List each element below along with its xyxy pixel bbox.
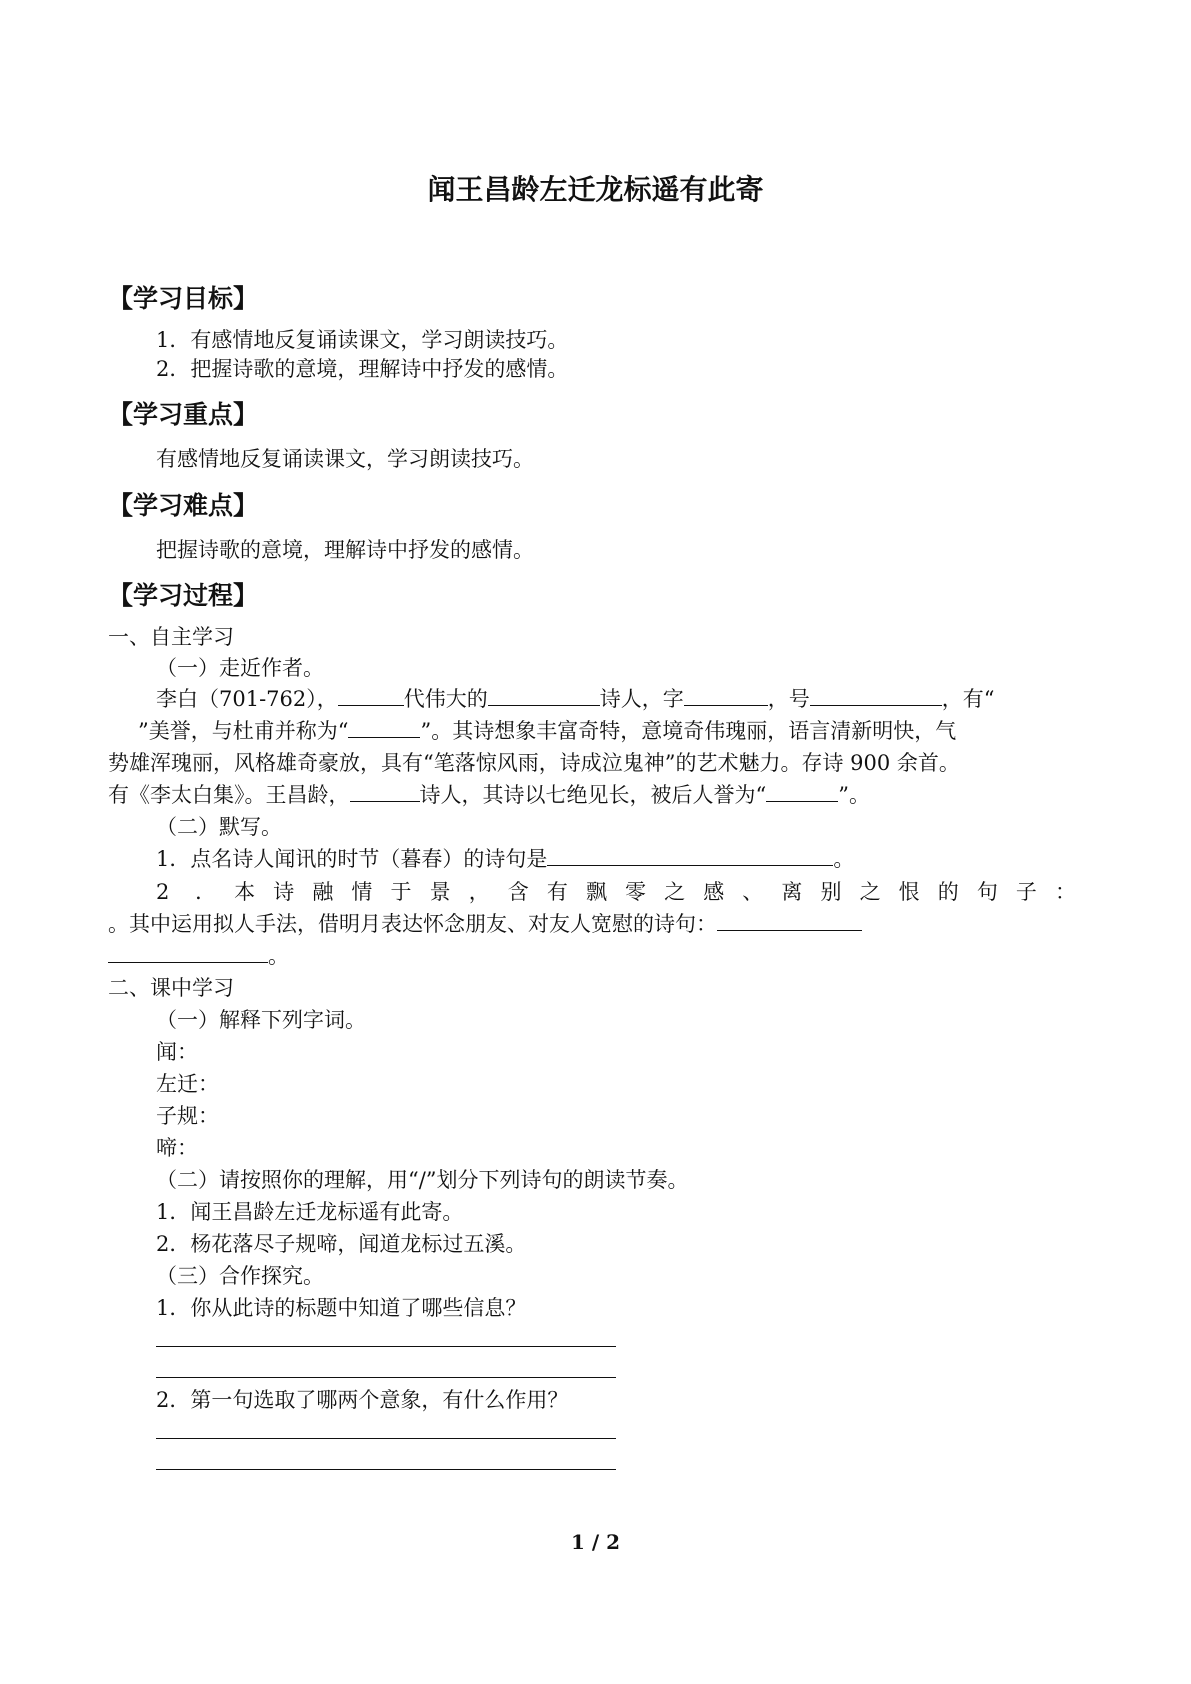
fill-blank[interactable] <box>348 717 420 738</box>
page-number: 1 / 2 <box>570 1530 621 1554</box>
question-char: 离 <box>781 880 803 904</box>
bio-line-3: 势雄浑瑰丽，风格雄奇豪放，具有“笔落惊风雨，诗成泣鬼神”的艺术魅力。存诗 900 余首。 <box>108 751 960 775</box>
dictation-q2-line2 <box>108 910 862 938</box>
bio-text: 诗人，字 <box>599 687 684 711</box>
question-char: 有 <box>546 880 568 904</box>
question-text: 1．点名诗人闻讯的时节（暮春）的诗句是 <box>156 847 548 871</box>
part1-sub2: （二）默写。 <box>156 815 282 839</box>
question-char: 之 <box>859 880 881 904</box>
question-char: ． <box>195 880 217 904</box>
question-char: 本 <box>234 880 256 904</box>
question-char: 别 <box>820 880 842 904</box>
question-text: 。 <box>833 847 855 871</box>
bio-line-4 <box>108 781 870 809</box>
fill-blank[interactable] <box>108 942 268 963</box>
question-char: 2 <box>156 880 170 904</box>
question-char: 零 <box>625 880 647 904</box>
part1-heading: 一、自主学习 <box>108 625 234 649</box>
question-char: ： <box>1055 880 1076 904</box>
part1-sub1: （一）走近作者。 <box>156 656 324 680</box>
bio-text: ”美誉，与杜甫并称为“ <box>138 719 349 743</box>
fill-blank[interactable] <box>338 685 404 706</box>
answer-line[interactable] <box>156 1438 616 1439</box>
section-heading-difficulty: 【学习难点】 <box>108 491 259 520</box>
word-item: 闻： <box>156 1040 198 1064</box>
bio-text: ，有“ <box>941 687 995 711</box>
bio-text: 代伟大的 <box>403 687 488 711</box>
bio-text: ”。 <box>838 783 870 807</box>
fill-blank[interactable] <box>717 910 862 931</box>
bio-line-2 <box>108 717 956 745</box>
explore-q1: 1．你从此诗的标题中知道了哪些信息？ <box>156 1296 527 1320</box>
question-text: 。 <box>268 944 289 968</box>
rhythm-line-2: 2．杨花落尽子规啼，闻道龙标过五溪。 <box>156 1232 527 1256</box>
question-char: 飘 <box>585 880 607 904</box>
fill-blank[interactable] <box>810 685 942 706</box>
explore-q2: 2．第一句选取了哪两个意象，有什么作用？ <box>156 1388 569 1412</box>
fill-blank[interactable] <box>350 781 420 802</box>
dictation-q2-line1 <box>156 878 1076 906</box>
question-char: 感 <box>703 880 725 904</box>
dictation-q1 <box>156 845 854 873</box>
word-item: 啼： <box>156 1136 198 1160</box>
section-heading-focus: 【学习重点】 <box>108 400 259 429</box>
question-char: 恨 <box>898 880 920 904</box>
fill-blank[interactable] <box>684 685 768 706</box>
bio-text: ，号 <box>767 687 810 711</box>
question-char: 子 <box>1015 880 1037 904</box>
question-text: 。其中运用拟人手法，借明月表达怀念朋友、对友人宽慰的诗句： <box>108 912 717 936</box>
bio-text: 有《李太白集》。王昌龄， <box>108 783 350 807</box>
word-item: 左迁： <box>156 1072 219 1096</box>
question-char: 句 <box>976 880 998 904</box>
answer-line[interactable] <box>156 1377 616 1378</box>
bio-text: 李白（701-762）， <box>156 687 338 711</box>
question-char: 之 <box>664 880 686 904</box>
question-char: 景 <box>429 880 451 904</box>
question-char: 于 <box>390 880 412 904</box>
part2-sub2: （二）请按照你的理解，用“/”划分下列诗句的朗读节奏。 <box>156 1168 689 1192</box>
bio-text: ”。其诗想象丰富奇特，意境奇伟瑰丽，语言清新明快，气 <box>420 719 957 743</box>
answer-line[interactable] <box>156 1346 616 1347</box>
document-title: 闻王昌龄左迁龙标遥有此寄 <box>427 173 764 206</box>
part2-heading: 二、课中学习 <box>108 976 234 1000</box>
question-char: 、 <box>742 880 764 904</box>
part2-sub3: （三）合作探究。 <box>156 1264 324 1288</box>
difficulty-text: 把握诗歌的意境，理解诗中抒发的感情。 <box>156 538 534 562</box>
question-char: 融 <box>312 880 334 904</box>
word-item: 子规： <box>156 1104 219 1128</box>
question-char: ， <box>468 880 490 904</box>
section-heading-goals: 【学习目标】 <box>108 284 259 313</box>
fill-blank[interactable] <box>547 845 833 866</box>
part2-sub1: （一）解释下列字词。 <box>156 1008 366 1032</box>
focus-text: 有感情地反复诵读课文，学习朗读技巧。 <box>156 447 534 471</box>
goal-item-1: 1．有感情地反复诵读课文，学习朗读技巧。 <box>156 328 569 352</box>
dictation-q2-line3 <box>108 942 289 970</box>
bio-text: 诗人，其诗以七绝见长，被后人誉为“ <box>419 783 767 807</box>
goal-item-2: 2．把握诗歌的意境，理解诗中抒发的感情。 <box>156 357 569 381</box>
question-char: 情 <box>351 880 373 904</box>
question-char: 诗 <box>273 880 295 904</box>
bio-line-1 <box>156 685 995 713</box>
fill-blank[interactable] <box>766 781 838 802</box>
question-char: 含 <box>507 880 529 904</box>
fill-blank[interactable] <box>488 685 600 706</box>
section-heading-process: 【学习过程】 <box>108 581 259 610</box>
answer-line[interactable] <box>156 1469 616 1470</box>
question-char: 的 <box>937 880 959 904</box>
rhythm-line-1: 1．闻王昌龄左迁龙标遥有此寄。 <box>156 1200 464 1224</box>
